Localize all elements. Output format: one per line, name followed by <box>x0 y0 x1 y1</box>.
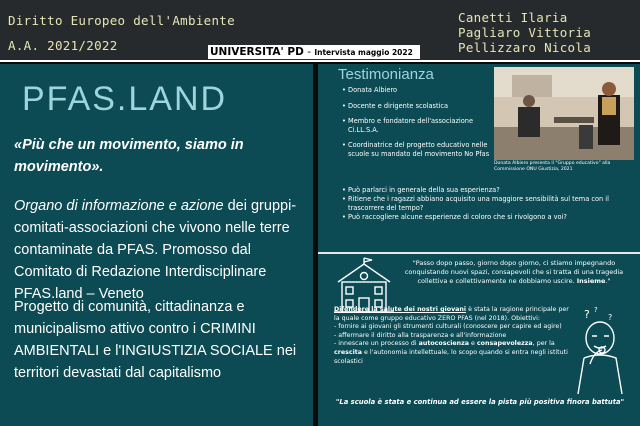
organization-description <box>14 195 312 305</box>
question-item: • Può parlarci in generale della sua esperienza? <box>342 186 638 195</box>
photo-caption: Donata Albiero presenta il "Gruppo educativo" alla Commissione ONU Giustizia, 2021 <box>494 161 611 172</box>
course-title: Diritto Europeo dell'Ambiente <box>8 13 235 28</box>
thinking-person-icon <box>564 306 638 394</box>
project-description: Progetto di comunità, cittadinanza e municipalismo attivo contro i CRIMINI AMBIENTALI e l'INGIUSTIZIA SOCIALE nei territori devastati dal capitalismo <box>14 299 297 381</box>
objectives-text <box>318 306 576 400</box>
together-quote-bold: Insieme <box>576 277 606 285</box>
together-quote-pre: "Passo dopo passo, giorno dopo giorno, ci stiamo impegnando conquistando nuovi spazi, consapevoli che si tratta di una tragedia collettiva e collettivamente ne dobbiamo uscire. <box>404 259 624 285</box>
organization-italic: Organo di informazione e azione <box>14 198 224 214</box>
role-item: • Membro e fondatore dell'associazione Ci.LL.S.A. <box>342 117 494 134</box>
author-2: Pagliaro Vittoria <box>458 25 592 40</box>
objectives-lead-rest: è stata la ragione principale per la quale come gruppo educativo ZERO PFAS (nel 2018). Obiettivi: <box>334 306 569 322</box>
banner-university: UNIVERSITA' PD <box>210 46 304 58</box>
question-item: • Può raccogliere alcune esperienze di coloro che si rivolgono a voi? <box>342 213 638 222</box>
header-bar <box>0 0 640 62</box>
objective-item-3d: consapevolezza <box>476 340 533 348</box>
objective-item-3g: e l'autonomia intellettuale, lo scopo quando si entra negli istituti scolastici <box>334 348 568 365</box>
role-item: • Docente e dirigente scolastica <box>342 102 494 111</box>
banner-separator: - <box>307 46 311 58</box>
together-quote <box>400 254 628 298</box>
objective-item-3c: e <box>469 340 477 348</box>
pfas-land-panel <box>0 64 313 426</box>
testimony-section <box>318 64 640 252</box>
questions-list <box>342 186 638 222</box>
role-item: • Coordinatrice del progetto educativo nelle scuole su mandato del movimento No Pfas <box>342 141 494 158</box>
objective-item-3e: , per la <box>532 340 555 348</box>
objective-item-3f: crescita <box>334 348 363 356</box>
testimony-heading: Testimonianza <box>338 66 434 83</box>
svg-text:?: ? <box>608 313 613 322</box>
svg-text:?: ? <box>584 308 590 321</box>
objective-item: - fornire ai giovani gli strumenti culturali (conoscere per capire ed agire) <box>334 323 562 331</box>
together-quote-post: ." <box>605 277 611 285</box>
banner-interview: Intervista maggio 2022 <box>314 48 413 57</box>
objective-item: - affermare il diritto alla trasparenza e all'informazione <box>334 331 507 339</box>
presentation-photo <box>494 67 634 160</box>
role-item: • Donata Albiero <box>342 86 494 95</box>
roles-list <box>342 86 494 165</box>
academic-year: A.A. 2021/2022 <box>8 38 118 53</box>
question-item: • Ritiene che i ragazzi abbiano acquisito una maggiore sensibilità sul tema con il trascorrere del tempo? <box>342 195 638 213</box>
movement-quote-text: «Più che un movimento, siamo in movimento». <box>14 137 244 175</box>
author-1: Canetti Ilaria <box>458 10 568 25</box>
organization-rest: dei gruppi-comitati-associazioni che vivono nelle terre contaminate da PFAS. Promosso dal Comitato di Redazione Interdisciplinare PFAS.land – Veneto <box>14 198 297 302</box>
objective-item-3b: autocoscienza <box>418 340 470 348</box>
education-section <box>318 254 640 426</box>
testimony-panel <box>318 64 640 426</box>
svg-text:?: ? <box>594 306 598 314</box>
author-3: Pellizzaro Nicola <box>458 40 592 55</box>
objective-item-3a: - innescare un processo di <box>334 340 419 348</box>
objectives-lead-bold: Difendere la salute dei nostri giovani <box>334 306 467 313</box>
closing-quote: "La scuola è stata e continua ad essere la pista più positiva finora battuta" <box>335 398 625 406</box>
movement-quote <box>14 134 304 178</box>
interview-banner <box>208 45 420 59</box>
pfas-land-title: PFAS.LAND <box>22 80 228 118</box>
